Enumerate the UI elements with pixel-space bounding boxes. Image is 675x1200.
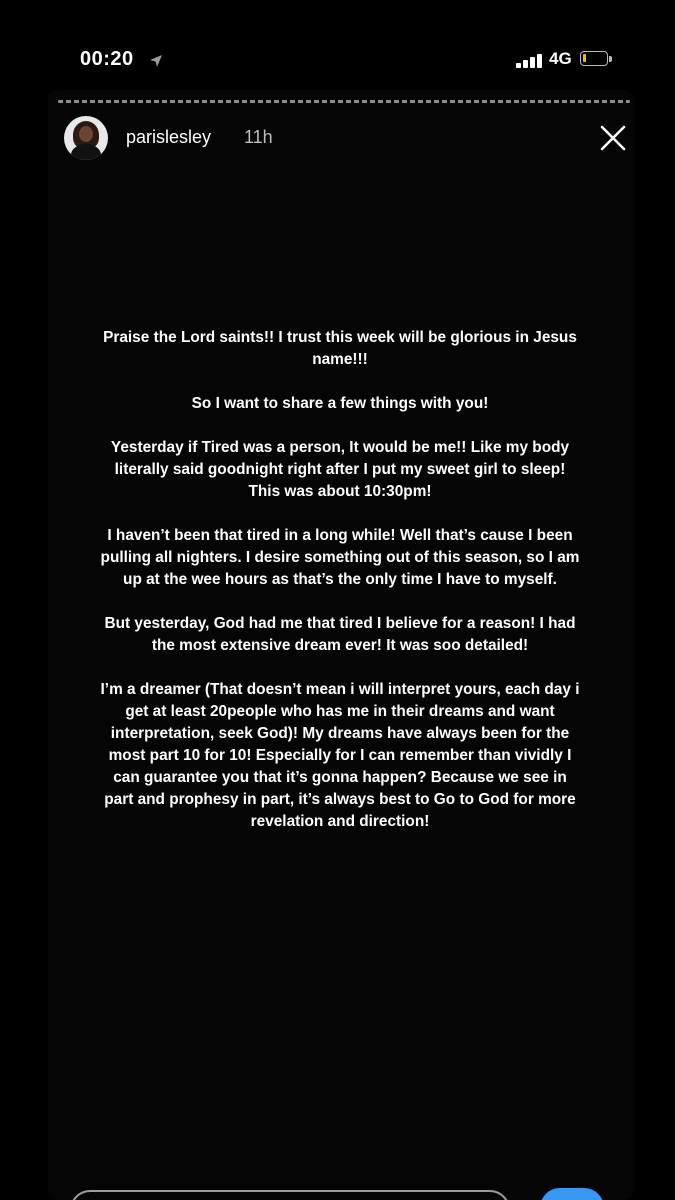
story-paragraph: But yesterday, God had me that tired I believe for a reason! I had the most extensive dream ever! It was soo detailed! xyxy=(104,615,576,654)
signal-bars-icon xyxy=(516,52,546,68)
story-time-ago: 11h xyxy=(244,127,273,147)
story-text-block xyxy=(100,327,580,855)
story-paragraph: So I want to share a few things with you! xyxy=(191,395,489,412)
battery-level xyxy=(583,54,586,62)
location-arrow-icon xyxy=(149,54,163,68)
reply-input[interactable] xyxy=(70,1190,510,1200)
story-header xyxy=(64,116,634,162)
status-time: 00:20 xyxy=(80,48,134,70)
story-progress-bar xyxy=(58,100,630,103)
story-paragraph: I’m a dreamer (That doesn’t mean i will interpret yours, each day i get at least 20people who has me in their dreams and want interpretation, seek God)! My dreams have always been for the most part 10 for 10! Especially for I can remember than vividly I can guarantee you that it’s gonna happen? Because we see in part and prophesy in part, it’s always best to Go to God for more revelation and direction! xyxy=(100,681,580,830)
network-type: 4G xyxy=(549,49,572,68)
story-username[interactable]: parislesley xyxy=(126,127,212,147)
story-paragraph: Praise the Lord saints!! I trust this week will be glorious in Jesus name!!! xyxy=(103,329,577,368)
story-paragraph: I haven’t been that tired in a long while! Well that’s cause I been pulling all nighters. I desire something out of this season, so I am up at the wee hours as that’s the only time I have to myself. xyxy=(100,527,580,588)
battery-low-icon xyxy=(580,51,608,66)
avatar[interactable] xyxy=(64,116,108,160)
story-paragraph: Yesterday if Tired was a person, It would be me!! Like my body literally said goodnight right after I put my sweet girl to sleep! This was about 10:30pm! xyxy=(110,439,570,500)
battery-tip xyxy=(609,56,612,62)
status-bar xyxy=(0,38,675,86)
close-icon[interactable] xyxy=(599,124,627,152)
